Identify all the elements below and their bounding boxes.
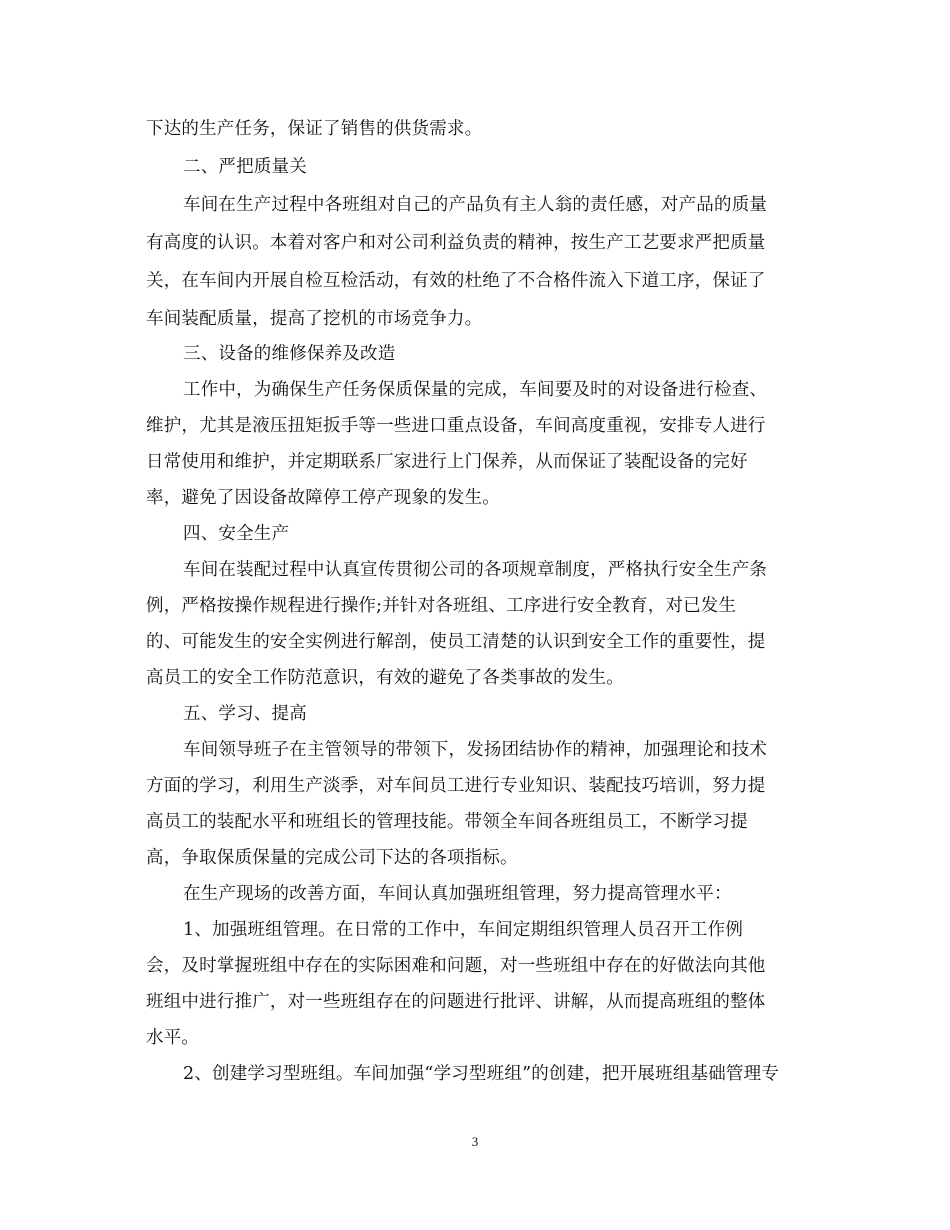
paragraph-first-line: 车间在装配过程中认真宣传贯彻公司的各项规章制度，严格执行安全生产条 bbox=[183, 560, 768, 580]
section-heading: 三、设备的维修保养及改造 bbox=[183, 344, 396, 364]
body-text-line: 率，避免了因设备故障停工停产现象的发生。 bbox=[146, 488, 500, 508]
paragraph-first-line: 车间在生产过程中各班组对自己的产品负有主人翁的责任感，对产品的质量 bbox=[183, 195, 768, 215]
body-text-line: 下达的生产任务，保证了销售的供货需求。 bbox=[146, 119, 483, 139]
body-text-line: 方面的学习，利用生产淡季，对车间员工进行专业知识、装配技巧培训，努力提 bbox=[146, 776, 766, 796]
paragraph-first-line: 工作中，为确保生产任务保质保量的完成，车间要及时的对设备进行检查、 bbox=[183, 380, 768, 400]
body-text-line: 高，争取保质保量的完成公司下达的各项指标。 bbox=[146, 848, 518, 868]
body-text-line: 有高度的认识。本着对客户和对公司利益负责的精神，按生产工艺要求严把质量 bbox=[146, 233, 766, 253]
page-number: 3 bbox=[471, 1134, 479, 1149]
section-heading: 五、学习、提高 bbox=[183, 704, 307, 724]
paragraph-first-line: 车间领导班子在主管领导的带领下，发扬团结协作的精神，加强理论和技术 bbox=[183, 740, 768, 760]
body-text-line: 高员工的安全工作防范意识，有效的避免了各类事故的发生。 bbox=[146, 668, 624, 688]
list-item-first-line: 2、创建学习型班组。车间加强“学习型班组”的创建，把开展班组基础管理专 bbox=[183, 1064, 780, 1084]
body-text-line: 高员工的装配水平和班组长的管理技能。带领全车间各班组员工，不断学习提 bbox=[146, 812, 748, 832]
body-text-line: 水平。 bbox=[146, 1028, 200, 1048]
body-text-line: 车间装配质量，提高了挖机的市场竞争力。 bbox=[146, 309, 483, 329]
body-text-line: 例，严格按操作规程进行操作;并针对各班组、工序进行安全教育，对已发生 bbox=[146, 596, 737, 616]
section-heading: 四、安全生产 bbox=[183, 524, 290, 544]
body-text-line: 的、可能发生的安全实例进行解剖，使员工清楚的认识到安全工作的重要性，提 bbox=[146, 632, 766, 652]
body-text-line: 维护，尤其是液压扭矩扳手等一些进口重点设备，车间高度重视，安排专人进行 bbox=[146, 416, 766, 436]
section-heading: 二、严把质量关 bbox=[183, 157, 307, 177]
list-item-first-line: 1、加强班组管理。在日常的工作中，车间定期组织管理人员召开工作例 bbox=[183, 920, 744, 940]
body-text-line: 班组中进行推广，对一些班组存在的问题进行批评、讲解，从而提高班组的整体 bbox=[146, 992, 766, 1012]
body-text-line: 会，及时掌握班组中存在的实际困难和问题，对一些班组中存在的好做法向其他 bbox=[146, 956, 766, 976]
paragraph-first-line: 在生产现场的改善方面，车间认真加强班组管理，努力提高管理水平： bbox=[183, 884, 732, 904]
body-text-line: 关，在车间内开展自检互检活动，有效的杜绝了不合格件流入下道工序，保证了 bbox=[146, 271, 766, 291]
body-text-line: 日常使用和维护，并定期联系厂家进行上门保养，从而保证了装配设备的完好 bbox=[146, 452, 748, 472]
